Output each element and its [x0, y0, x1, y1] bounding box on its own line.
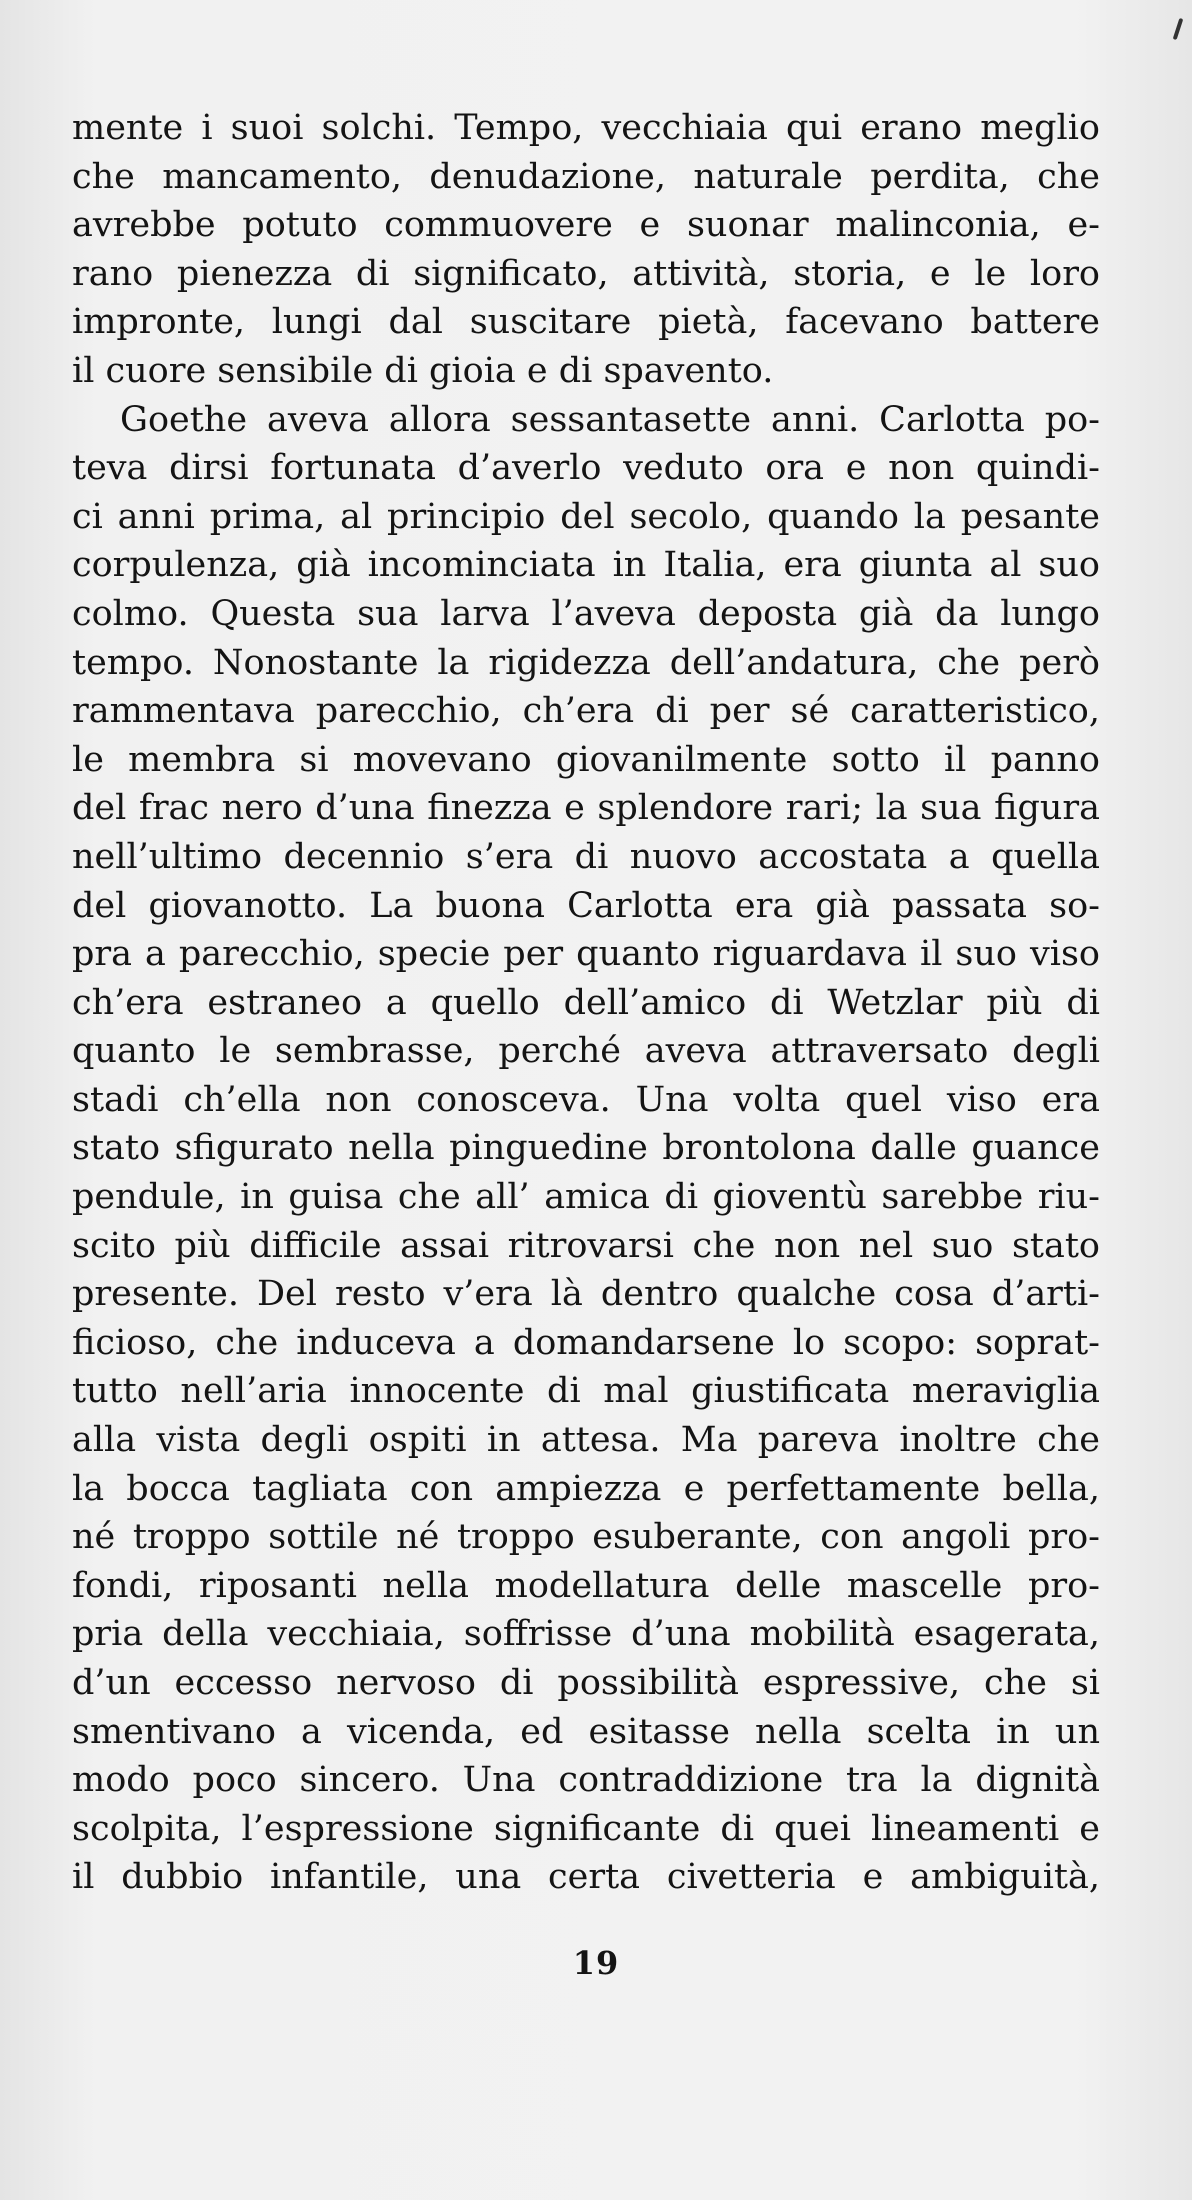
text-line: pendule, in guisa che all’ amica di gioventù sarebbe riu-	[72, 1177, 1100, 1218]
text-line: la bocca tagliata con ampiezza e perfettamente bella,	[72, 1468, 1100, 1509]
text-line: tutto nell’aria innocente di mal giustificata meraviglia	[72, 1371, 1100, 1412]
text-line: nell’ultimo decennio s’era di nuovo accostata a quella	[72, 836, 1100, 877]
text-line: alla vista degli ospiti in attesa. Ma pareva inoltre che	[72, 1420, 1100, 1461]
text-line: pra a parecchio, specie per quanto riguardava il suo viso	[72, 934, 1100, 975]
body-text	[72, 104, 1100, 1902]
text-line: presente. Del resto v’era là dentro qualche cosa d’arti-	[72, 1274, 1100, 1315]
text-line: modo poco sincero. Una contraddizione tra la dignità	[72, 1760, 1100, 1801]
text-line: Goethe aveva allora sessantasette anni. Carlotta po-	[120, 399, 1100, 440]
text-line: tempo. Nonostante la rigidezza dell’andatura, che però	[72, 642, 1100, 683]
text-line: le membra si movevano giovanilmente sotto il panno	[72, 739, 1100, 780]
text-line: smentivano a vicenda, ed esitasse nella scelta in un	[72, 1711, 1100, 1752]
text-line: colmo. Questa sua larva l’aveva deposta già da lungo	[72, 593, 1100, 634]
text-line: né troppo sottile né troppo esuberante, con angoli pro-	[72, 1517, 1100, 1558]
text-line: rano pienezza di significato, attività, storia, e le loro	[72, 253, 1100, 294]
text-line: quanto le sembrasse, perché aveva attraversato degli	[72, 1031, 1100, 1072]
text-line: fondi, riposanti nella modellatura delle mascelle pro-	[72, 1565, 1100, 1606]
text-line: mente i suoi solchi. Tempo, vecchiaia qui erano meglio	[72, 108, 1100, 148]
text-line: avrebbe potuto commuovere e suonar malinconia, e-	[72, 205, 1100, 246]
text-line: del giovanotto. La buona Carlotta era già passata so-	[72, 885, 1100, 926]
text-line: teva dirsi fortunata d’averlo veduto ora e non quindi-	[72, 448, 1100, 489]
text-line: del frac nero d’una finezza e splendore rari; la sua figura	[72, 788, 1100, 829]
text-line: d’un eccesso nervoso di possibilità espressive, che si	[72, 1663, 1100, 1703]
text-line: il dubbio infantile, una certa civetteria e ambiguità,	[72, 1857, 1100, 1898]
text-line: stadi ch’ella non conosceva. Una volta quel viso era	[72, 1079, 1100, 1120]
text-line: il cuore sensibile di gioia e di spavento.	[72, 350, 774, 391]
text-line: scito più difficile assai ritrovarsi che non nel suo stato	[72, 1225, 1100, 1266]
text-line: ch’era estraneo a quello dell’amico di Wetzlar più di	[72, 982, 1100, 1023]
text-line: stato sfigurato nella pinguedine brontolona dalle guance	[72, 1128, 1100, 1169]
text-line: ficioso, che induceva a domandarsene lo scopo: soprat-	[72, 1322, 1100, 1363]
text-line: corpulenza, già incominciata in Italia, era giunta al suo	[72, 545, 1100, 586]
text-line: ci anni prima, al principio del secolo, quando la pesante	[72, 496, 1100, 537]
text-line: scolpita, l’espressione significante di quei lineamenti e	[72, 1808, 1100, 1849]
text-line: rammentava parecchio, ch’era di per sé caratteristico,	[72, 691, 1100, 732]
text-line: pria della vecchiaia, soffrisse d’una mobilità esagerata,	[72, 1614, 1100, 1655]
text-line: che mancamento, denudazione, naturale perdita, che	[72, 156, 1100, 197]
page-number: 19	[572, 1944, 620, 1982]
edge-ink-mark	[1173, 18, 1184, 40]
text-line: impronte, lungi dal suscitare pietà, facevano battere	[72, 302, 1100, 343]
